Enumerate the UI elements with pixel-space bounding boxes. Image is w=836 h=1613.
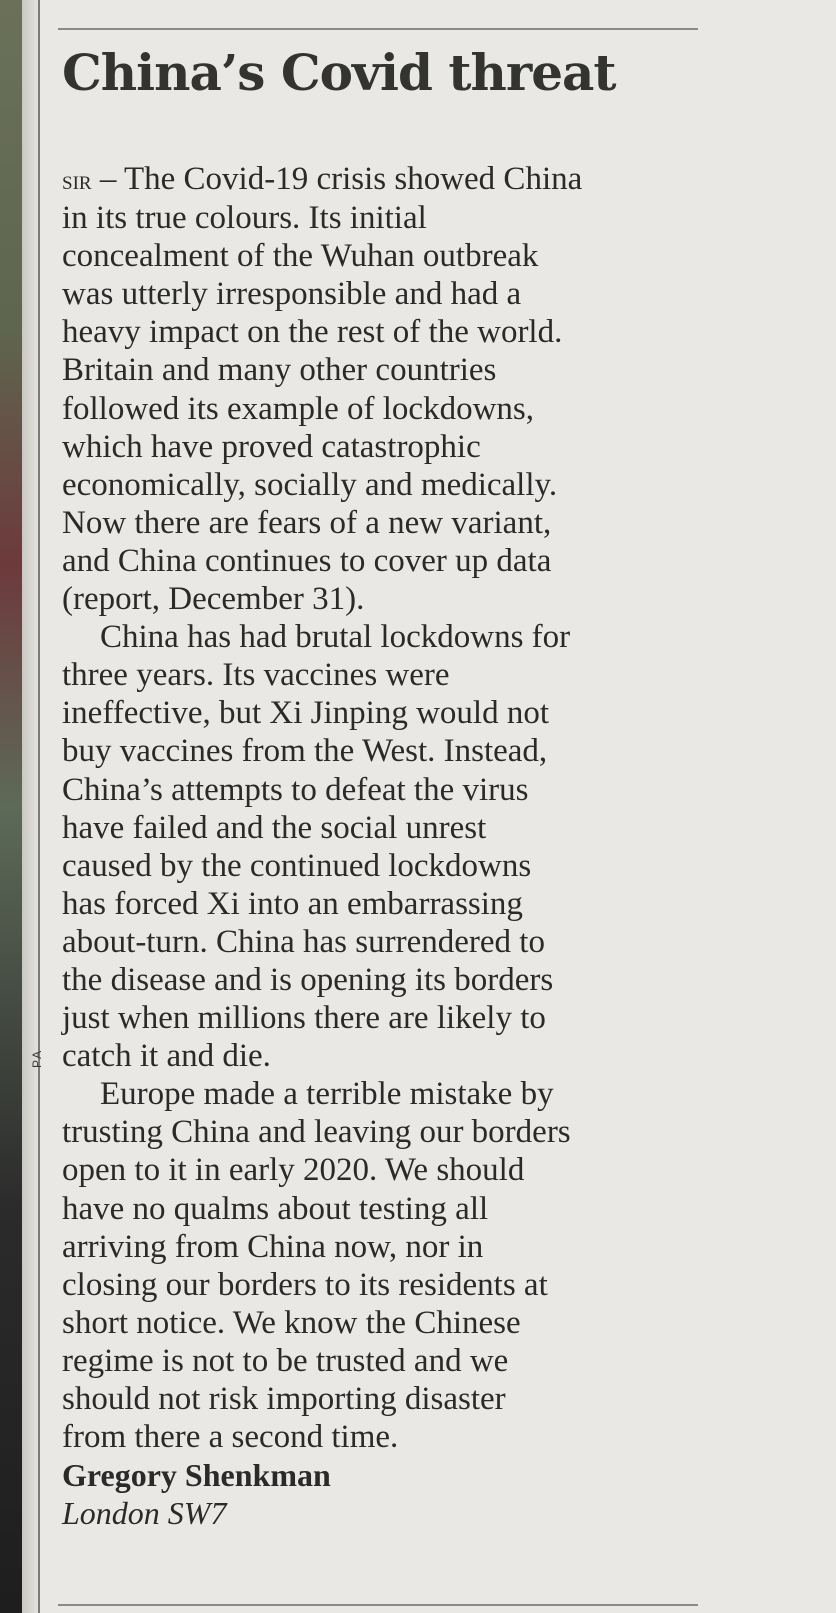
letter-line: has forced Xi into an embarrassing xyxy=(62,885,523,922)
letter-line: just when millions there are likely to xyxy=(62,1000,546,1037)
letter-line: economically, socially and medically. xyxy=(62,466,558,503)
letter-line: Europe made a terrible mistake by xyxy=(100,1076,554,1113)
adjacent-photo-edge xyxy=(0,0,22,1613)
letter-line: catch it and die. xyxy=(62,1038,271,1075)
letter-article xyxy=(62,38,702,1532)
salutation: sir xyxy=(62,165,92,195)
letter-line: ineffective, but Xi Jinping would not xyxy=(62,695,549,732)
letter-line: followed its example of lockdowns, xyxy=(62,390,534,427)
top-rule xyxy=(58,28,698,30)
letter-line: about-turn. China has surrendered to xyxy=(62,923,545,960)
letter-line: closing our borders to its residents at xyxy=(62,1266,548,1303)
letter-line: open to it in early 2020. We should xyxy=(62,1152,525,1189)
column-divider xyxy=(38,0,40,1613)
letter-line: Now there are fears of a new variant, xyxy=(62,504,552,541)
letter-line: in its true colours. Its initial xyxy=(62,200,427,237)
letter-line: concealment of the Wuhan outbreak xyxy=(62,238,539,275)
letter-line: trusting China and leaving our borders xyxy=(62,1114,571,1151)
author-name: Gregory Shenkman xyxy=(62,1457,331,1494)
letter-line: caused by the continued lockdowns xyxy=(62,847,532,884)
letter-paragraph-3 xyxy=(62,1075,702,1456)
letter-line: arriving from China now, nor in xyxy=(62,1228,484,1265)
letter-line xyxy=(62,160,702,199)
letter-line: have failed and the social unrest xyxy=(62,809,487,846)
letter-paragraph-1 xyxy=(62,160,702,618)
letter-line: from there a second time. xyxy=(62,1419,399,1456)
letter-line: buy vaccines from the West. Instead, xyxy=(62,733,548,770)
letter-line: regime is not to be trusted and we xyxy=(62,1342,509,1379)
letter-line: China has had brutal lockdowns for xyxy=(100,619,571,656)
letter-line: China’s attempts to defeat the virus xyxy=(62,771,529,808)
letter-line: Britain and many other countries xyxy=(62,352,497,389)
letter-line: heavy impact on the rest of the world. xyxy=(62,314,563,351)
letter-line: (report, December 31). xyxy=(62,581,365,618)
letter-line: short notice. We know the Chinese xyxy=(62,1304,521,1341)
letter-line: and China continues to cover up data xyxy=(62,542,552,579)
headline: China’s Covid threat xyxy=(62,43,616,102)
page-margin xyxy=(22,0,38,1613)
letter-line: was utterly irresponsible and had a xyxy=(62,276,522,313)
letter-line: which have proved catastrophic xyxy=(62,428,481,465)
photo-credit: PA xyxy=(30,1048,44,1068)
author-location: London SW7 xyxy=(62,1495,227,1532)
bottom-rule xyxy=(58,1604,698,1606)
letter-line: three years. Its vaccines were xyxy=(62,657,450,694)
letter-line: the disease and is opening its borders xyxy=(62,961,554,998)
letter-line: have no qualms about testing all xyxy=(62,1190,489,1227)
line-text: – The Covid-19 crisis showed China xyxy=(91,161,583,197)
letter-paragraph-2 xyxy=(62,618,702,1075)
letter-line: should not risk importing disaster xyxy=(62,1381,506,1417)
